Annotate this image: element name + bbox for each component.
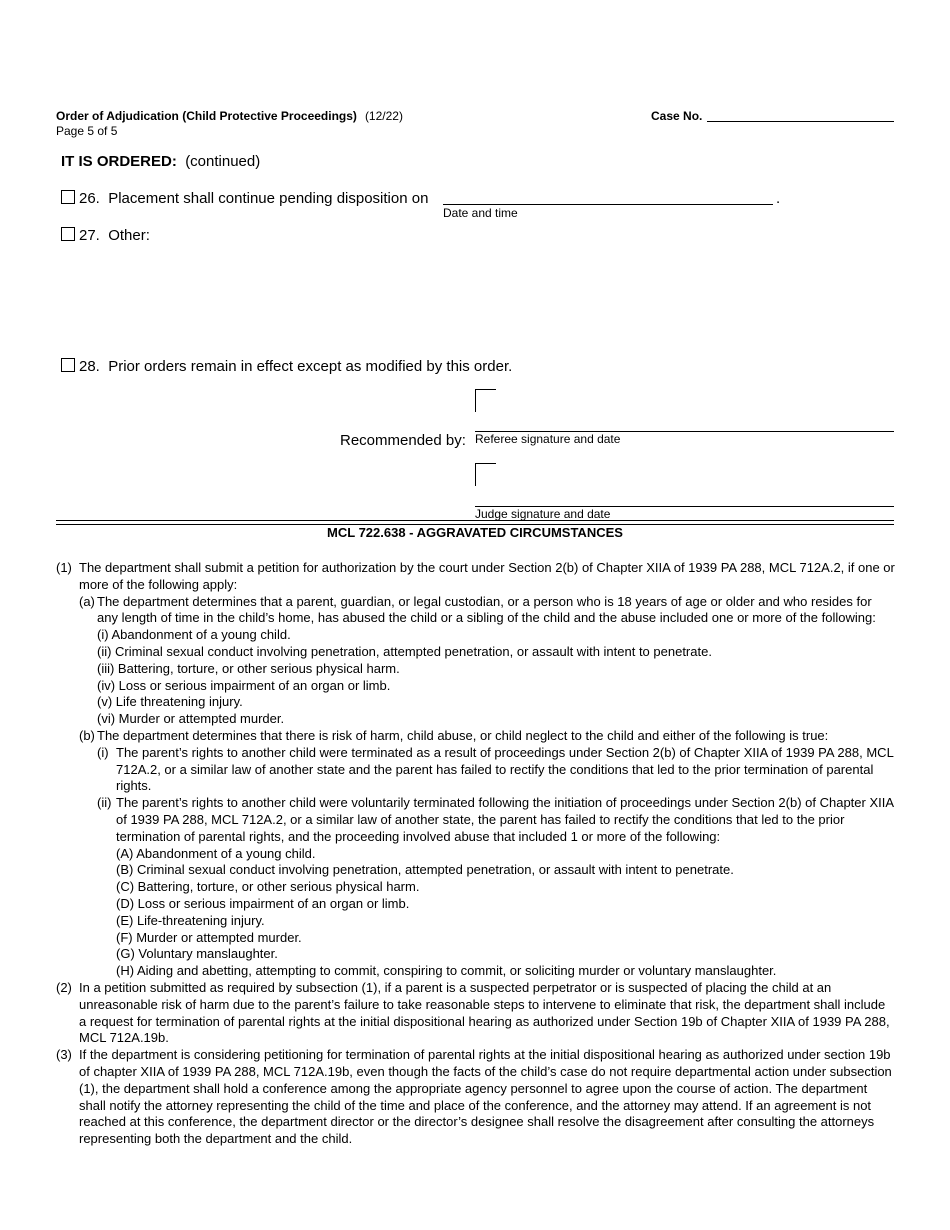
list-item: (D) Loss or serious impairment of an organ or limb. — [116, 895, 410, 911]
form-title — [56, 109, 403, 123]
subsection-number: (2) — [56, 979, 72, 995]
list-item: (vi) Murder or attempted murder. — [97, 711, 285, 727]
mcl-body — [56, 560, 896, 1148]
mcl-clause-b-ii — [97, 795, 896, 845]
referee-caption: Referee signature and date — [475, 432, 621, 446]
list-item: (iv) Loss or serious impairment of an organ or limb. — [97, 677, 391, 693]
case-no-field[interactable] — [707, 121, 894, 122]
item-27-number: 27. — [79, 227, 100, 244]
mcl-clause-b — [79, 728, 896, 745]
subsection-text: In a petition submitted as required by subsection (1), if a parent is a suspected perpetrator or is suspected of placing the child at an unreasonable risk of harm due to the parent’s failure to take reasonable steps to intervene to eliminate that risk, the department shall include a request for termination of parental rights at the initial dispositional hearing as authorized under Section 19b of Chapter XIIA of 1939 PA 288, MCL 712A.19b. — [79, 979, 890, 1046]
item-28-number: 28. — [79, 358, 100, 375]
date-time-caption: Date and time — [443, 206, 518, 220]
mcl-subsection-2 — [56, 980, 896, 1047]
clause-text: The department determines that a parent, guardian, or legal custodian, or a person who is 18 years of age or older and who resides for any length of time in the child’s home, has abused the child or a sibling of the child and the abuse included one or more of the following: — [97, 593, 876, 626]
subsection-text: If the department is considering petitioning for termination of parental rights at the initial dispositional hearing as authorized under section 19b of chapter XIIA of 1939 PA 288, MCL 712A.19b, even though the facts of the child’s case do not require departmental action under subsection (1), the department shall hold a conference among the appropriate agency personnel to agree upon the course of action. The department shall notify the attorney representing the child of the time and place of the conference, and the attorney may attend. If an agreement is not reached at this conference, the department director or the director’s designee shall resolve the disagreement after consulting the attorneys representing both the department and the child. — [79, 1047, 892, 1147]
item-26-period: . — [776, 190, 781, 207]
form-version: (12/22) — [364, 109, 403, 123]
clause-text: The parent’s rights to another child were voluntarily terminated following the initiation of proceedings under Section 2(b) of Chapter XIIA of 1939 PA 288, MCL 712A.2, or a similar law of another state, the parent has failed to rectify the conditions that led to the prior termination of parental rights, and the proceeding involved abuse that included 1 or more of the following: — [116, 795, 894, 844]
list-item: (v) Life threatening injury. — [97, 694, 243, 710]
section-divider-top — [56, 520, 894, 521]
clause-text: The parent’s rights to another child were terminated as a result of proceedings under Section 2(b) of Chapter XIIA of 1939 PA 288, MCL 712A.2, or a similar law of another state and the parent has failed to rectify the conditions that led to the prior termination of parental rights. — [116, 744, 894, 794]
clause-label: (b) — [79, 727, 95, 743]
mcl-section-title: MCL 722.638 - AGGRAVATED CIRCUMSTANCES — [327, 525, 623, 540]
list-item: (E) Life-threatening injury. — [116, 912, 265, 928]
item-26 — [61, 190, 428, 207]
item-26-number: 26. — [79, 190, 100, 207]
mcl-clause-b-i — [97, 745, 896, 795]
mcl-clause-a — [79, 594, 896, 628]
item-27-checkbox[interactable] — [61, 227, 75, 241]
ordered-heading — [61, 153, 260, 170]
subsection-text: The department shall submit a petition for authorization by the court under Section 2(b) of Chapter XIIA of 1939 PA 288, MCL 712A.2, if one or more of the following apply: — [79, 560, 895, 592]
item-28-text: Prior orders remain in effect except as modified by this order. — [108, 358, 513, 375]
subsection-number: (3) — [56, 1047, 72, 1063]
recommended-by-label: Recommended by: — [340, 432, 466, 449]
list-item: (iii) Battering, torture, or other serious physical harm. — [97, 660, 400, 676]
judge-caption: Judge signature and date — [475, 507, 611, 521]
list-item: (B) Criminal sexual conduct involving penetration, attempted penetration, or assault with intent to penetrate. — [116, 862, 734, 878]
mcl-subsection-3 — [56, 1047, 896, 1148]
clause-text: The department determines that there is risk of harm, child abuse, or child neglect to the child and either of the following is true: — [97, 727, 829, 743]
item-27 — [61, 227, 150, 244]
item-28 — [61, 358, 512, 375]
item-28-checkbox[interactable] — [61, 358, 75, 372]
mcl-clause-a-list — [97, 627, 896, 728]
list-item: (G) Voluntary manslaughter. — [116, 946, 278, 962]
list-item: (A) Abandonment of a young child. — [116, 845, 316, 861]
mcl-subsection-1 — [56, 560, 896, 594]
mcl-clause-b-ii-list — [116, 846, 896, 980]
ordered-continued: (continued) — [185, 153, 261, 170]
item-26-checkbox[interactable] — [61, 190, 75, 204]
list-item: (F) Murder or attempted murder. — [116, 929, 302, 945]
clause-label: (a) — [79, 593, 95, 609]
case-no-label: Case No. — [651, 109, 703, 123]
list-item: (H) Aiding and abetting, attempting to commit, conspiring to commit, or soliciting murder or voluntary manslaughter. — [116, 963, 777, 979]
list-item: (ii) Criminal sexual conduct involving penetration, attempted penetration, or assault with intent to penetrate. — [97, 643, 712, 659]
disposition-date-field[interactable] — [443, 204, 773, 205]
page-number: Page 5 of 5 — [56, 124, 118, 138]
list-item: (C) Battering, torture, or other serious physical harm. — [116, 879, 420, 895]
ordered-label: IT IS ORDERED: — [61, 153, 177, 170]
clause-label: (i) — [97, 744, 109, 760]
subsection-number: (1) — [56, 560, 72, 575]
item-26-text: Placement shall continue pending disposition on — [108, 190, 429, 207]
clause-label: (ii) — [97, 795, 112, 811]
item-27-text: Other: — [108, 227, 150, 244]
referee-signature-corner — [475, 389, 496, 412]
judge-signature-corner — [475, 463, 496, 486]
list-item: (i) Abandonment of a young child. — [97, 627, 291, 643]
form-title-text: Order of Adjudication (Child Protective Proceedings) — [56, 109, 357, 123]
